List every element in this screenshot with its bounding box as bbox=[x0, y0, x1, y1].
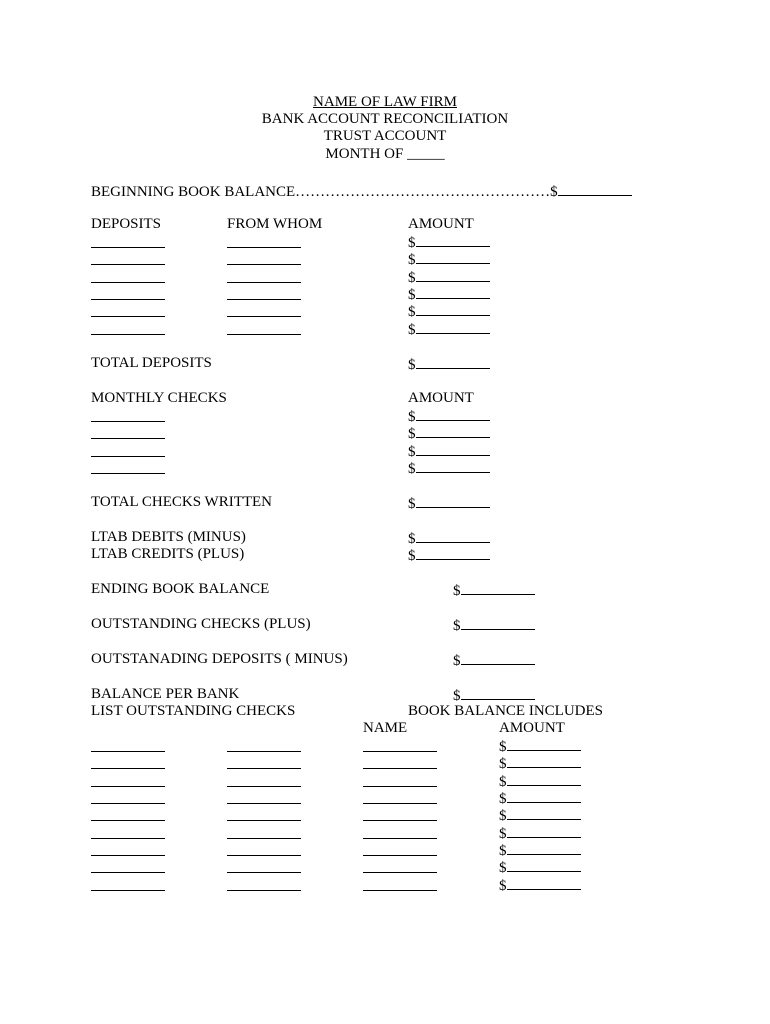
outstanding-check-amount-field[interactable] bbox=[227, 803, 301, 804]
from-whom-header: FROM WHOM bbox=[227, 216, 323, 232]
beginning-balance-field[interactable] bbox=[558, 181, 632, 196]
outstanding-check-amount-field[interactable] bbox=[227, 820, 301, 821]
outstanding-check-number-field[interactable] bbox=[91, 803, 165, 804]
deposit-date-field[interactable] bbox=[91, 316, 165, 317]
deposit-amount-header: AMOUNT bbox=[408, 216, 474, 232]
deposit-date-field[interactable] bbox=[91, 247, 165, 248]
deposit-from-field[interactable] bbox=[227, 316, 301, 317]
currency-sign: $ bbox=[408, 443, 416, 460]
outstanding-check-number-field[interactable] bbox=[91, 890, 165, 891]
currency-sign: $ bbox=[408, 269, 416, 286]
currency-sign: $ bbox=[550, 184, 558, 200]
check-number-field[interactable] bbox=[91, 421, 165, 422]
client-amount-field[interactable] bbox=[499, 737, 581, 756]
currency-sign: $ bbox=[499, 808, 507, 825]
currency-sign: $ bbox=[499, 877, 507, 894]
currency-sign: $ bbox=[499, 860, 507, 877]
currency-sign: $ bbox=[499, 825, 507, 842]
form-title: BANK ACCOUNT RECONCILIATION bbox=[261, 111, 509, 127]
currency-sign: $ bbox=[408, 496, 416, 512]
currency-sign: $ bbox=[499, 756, 507, 773]
check-number-field[interactable] bbox=[91, 473, 165, 474]
deposit-date-field[interactable] bbox=[91, 282, 165, 283]
deposit-from-field[interactable] bbox=[227, 247, 301, 248]
outstanding-check-number-field[interactable] bbox=[91, 872, 165, 873]
outstanding-check-amount-field[interactable] bbox=[227, 838, 301, 839]
currency-sign: $ bbox=[408, 548, 416, 564]
client-name-field[interactable] bbox=[363, 803, 437, 804]
outstanding-check-amount-field[interactable] bbox=[227, 872, 301, 873]
client-amount-field[interactable] bbox=[499, 824, 581, 843]
total-checks-label: TOTAL CHECKS WRITTEN bbox=[91, 494, 273, 510]
ending-balance-label: ENDING BOOK BALANCE bbox=[91, 581, 270, 597]
outstanding-check-amount-field[interactable] bbox=[227, 855, 301, 856]
currency-sign: $ bbox=[499, 843, 507, 860]
client-name-field[interactable] bbox=[363, 786, 437, 787]
total-deposits-field[interactable] bbox=[408, 355, 490, 374]
outstanding-check-number-field[interactable] bbox=[91, 768, 165, 769]
currency-sign: $ bbox=[408, 357, 416, 373]
deposit-from-field[interactable] bbox=[227, 299, 301, 300]
currency-sign: $ bbox=[453, 653, 461, 669]
outstanding-check-amount-field[interactable] bbox=[227, 751, 301, 752]
client-name-field[interactable] bbox=[363, 820, 437, 821]
client-amount-field[interactable] bbox=[499, 841, 581, 860]
currency-sign: $ bbox=[499, 773, 507, 790]
currency-sign: $ bbox=[408, 287, 416, 304]
dot-leader: …………………………………………… bbox=[295, 184, 551, 200]
deposit-date-field[interactable] bbox=[91, 264, 165, 265]
outstanding-check-amount-field[interactable] bbox=[227, 786, 301, 787]
deposit-amount-field[interactable] bbox=[408, 250, 490, 269]
currency-sign: $ bbox=[408, 409, 416, 425]
deposits-header: DEPOSITS bbox=[91, 216, 162, 232]
outstanding-deposits-field[interactable] bbox=[453, 651, 535, 670]
currency-sign: $ bbox=[408, 321, 416, 338]
currency-sign: $ bbox=[408, 235, 416, 251]
check-amount-field[interactable] bbox=[408, 424, 490, 443]
client-amount-field[interactable] bbox=[499, 858, 581, 877]
client-name-field[interactable] bbox=[363, 838, 437, 839]
total-deposits-label: TOTAL DEPOSITS bbox=[91, 355, 212, 371]
deposit-amount-field[interactable] bbox=[408, 285, 490, 304]
ltab-credits-field[interactable] bbox=[408, 546, 490, 565]
check-number-field[interactable] bbox=[91, 438, 165, 439]
outstanding-deposits-label: OUTSTANADING DEPOSITS ( MINUS) bbox=[91, 651, 348, 667]
outstanding-check-number-field[interactable] bbox=[91, 786, 165, 787]
book-balance-includes-label: BOOK BALANCE INCLUDES bbox=[408, 703, 603, 719]
currency-sign: $ bbox=[408, 304, 416, 321]
currency-sign: $ bbox=[453, 583, 461, 599]
outstanding-check-amount-field[interactable] bbox=[227, 768, 301, 769]
deposit-from-field[interactable] bbox=[227, 282, 301, 283]
client-amount-field[interactable] bbox=[499, 876, 581, 895]
month-label: MONTH OF bbox=[325, 146, 404, 162]
outstanding-checks-label: OUTSTANDING CHECKS (PLUS) bbox=[91, 616, 311, 632]
currency-sign: $ bbox=[408, 531, 416, 547]
client-amount-field[interactable] bbox=[499, 789, 581, 808]
client-name-field[interactable] bbox=[363, 890, 437, 891]
currency-sign: $ bbox=[453, 688, 461, 704]
deposit-amount-field[interactable] bbox=[408, 268, 490, 287]
name-header: NAME bbox=[363, 720, 408, 736]
check-amount-field[interactable] bbox=[408, 407, 490, 426]
client-name-field[interactable] bbox=[363, 855, 437, 856]
deposit-date-field[interactable] bbox=[91, 299, 165, 300]
ending-balance-field[interactable] bbox=[453, 581, 535, 600]
client-name-field[interactable] bbox=[363, 872, 437, 873]
check-amount-header: AMOUNT bbox=[408, 390, 474, 406]
deposit-amount-field[interactable] bbox=[408, 233, 490, 252]
total-checks-field[interactable] bbox=[408, 494, 490, 513]
deposit-date-field[interactable] bbox=[91, 334, 165, 335]
currency-sign: $ bbox=[408, 426, 416, 443]
deposit-amount-field[interactable] bbox=[408, 302, 490, 321]
monthly-checks-header: MONTHLY CHECKS bbox=[91, 390, 227, 406]
client-amount-field[interactable] bbox=[499, 806, 581, 825]
deposit-amount-field[interactable] bbox=[408, 320, 490, 339]
currency-sign: $ bbox=[453, 618, 461, 634]
month-line bbox=[325, 146, 444, 163]
outstanding-check-number-field[interactable] bbox=[91, 820, 165, 821]
account-type: TRUST ACCOUNT bbox=[323, 128, 447, 144]
deposit-from-field[interactable] bbox=[227, 334, 301, 335]
ltab-debits-label: LTAB DEBITS (MINUS) bbox=[91, 529, 246, 545]
currency-sign: $ bbox=[408, 461, 416, 478]
client-name-field[interactable] bbox=[363, 751, 437, 752]
currency-sign: $ bbox=[499, 791, 507, 808]
client-amount-field[interactable] bbox=[499, 754, 581, 773]
list-amount-header: AMOUNT bbox=[499, 720, 565, 736]
outstanding-check-number-field[interactable] bbox=[91, 751, 165, 752]
balance-per-bank-label: BALANCE PER BANK bbox=[91, 686, 240, 702]
outstanding-check-number-field[interactable] bbox=[91, 838, 165, 839]
currency-sign: $ bbox=[408, 252, 416, 269]
outstanding-check-amount-field[interactable] bbox=[227, 890, 301, 891]
ltab-credits-label: LTAB CREDITS (PLUS) bbox=[91, 546, 245, 562]
client-amount-field[interactable] bbox=[499, 772, 581, 791]
check-number-field[interactable] bbox=[91, 456, 165, 457]
outstanding-checks-field[interactable] bbox=[453, 616, 535, 635]
firm-name: NAME OF LAW FIRM bbox=[313, 94, 457, 110]
beginning-balance-row bbox=[91, 181, 632, 201]
list-outstanding-checks-label: LIST OUTSTANDING CHECKS bbox=[91, 703, 296, 719]
check-amount-field[interactable] bbox=[408, 459, 490, 478]
currency-sign: $ bbox=[499, 739, 507, 755]
deposit-from-field[interactable] bbox=[227, 264, 301, 265]
check-amount-field[interactable] bbox=[408, 442, 490, 461]
beginning-balance-label: BEGINNING BOOK BALANCE bbox=[91, 184, 296, 200]
month-blank[interactable]: _____ bbox=[407, 146, 445, 162]
outstanding-check-number-field[interactable] bbox=[91, 855, 165, 856]
client-name-field[interactable] bbox=[363, 768, 437, 769]
